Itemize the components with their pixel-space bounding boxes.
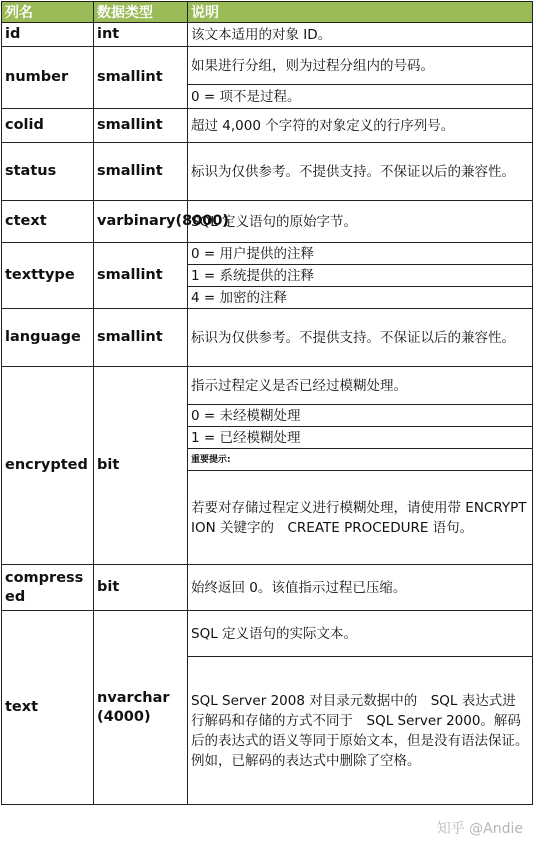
data-type: bit [94, 367, 188, 565]
table-row [2, 611, 533, 657]
description: SQL Server 2008 对目录元数据中的 SQL 表达式进行解码和存储的方式不同于 SQL Server 2000。解码后的表达式的语义等同于原始文本，但是没有语法保证。例如，已解码的表达式中删除了空格。 [188, 657, 533, 805]
data-type: smallint [94, 243, 188, 309]
watermark: 知乎 @Andie [436, 821, 523, 837]
description: 4 = 加密的注释 [188, 287, 533, 309]
table-row [2, 109, 533, 143]
column-name: texttype [2, 243, 94, 309]
header-column-name: 列名 [2, 2, 94, 23]
description: 标识为仅供参考。不提供支持。不保证以后的兼容性。 [188, 143, 533, 201]
description: 如果进行分组，则为过程分组内的号码。 [188, 47, 533, 85]
data-type: nvarchar(4000) [94, 611, 188, 805]
table-row [2, 143, 533, 201]
column-name: id [2, 23, 94, 47]
description: 超过 4,000 个字符的对象定义的行序列号。 [188, 109, 533, 143]
table-row [2, 565, 533, 611]
description: 标识为仅供参考。不提供支持。不保证以后的兼容性。 [188, 309, 533, 367]
column-name: compressed [2, 565, 94, 611]
description: 该文本适用的对象 ID。 [188, 23, 533, 47]
data-type: smallint [94, 309, 188, 367]
column-name: ctext [2, 201, 94, 243]
table-row [2, 47, 533, 85]
data-type: bit [94, 565, 188, 611]
data-type: int [94, 23, 188, 47]
table-row [2, 309, 533, 367]
description: 指示过程定义是否已经过模糊处理。 [188, 367, 533, 405]
header-row [2, 2, 533, 23]
description: 1 = 系统提供的注释 [188, 265, 533, 287]
table-row [2, 23, 533, 47]
description: 若要对存储过程定义进行模糊处理，请使用带 ENCRYPTION 关键字的 CREATE PROCEDURE 语句。 [188, 471, 533, 565]
column-name: colid [2, 109, 94, 143]
data-type: smallint [94, 109, 188, 143]
description: SQL 定义语句的原始字节。 [188, 201, 533, 243]
table-row [2, 367, 533, 405]
description: 0 = 用户提供的注释 [188, 243, 533, 265]
description: 0 = 未经模糊处理 [188, 405, 533, 427]
column-name: text [2, 611, 94, 805]
column-name: status [2, 143, 94, 201]
description: 1 = 已经模糊处理 [188, 427, 533, 449]
description: SQL 定义语句的实际文本。 [188, 611, 533, 657]
data-type: smallint [94, 47, 188, 109]
table-row [2, 201, 533, 243]
column-name: encrypted [2, 367, 94, 565]
important-note-label: 重要提示: [188, 449, 533, 471]
description: 始终返回 0。该值指示过程已压缩。 [188, 565, 533, 611]
header-data-type: 数据类型 [94, 2, 188, 23]
description: 0 = 项不是过程。 [188, 85, 533, 109]
data-type: smallint [94, 143, 188, 201]
column-name: language [2, 309, 94, 367]
column-table [1, 1, 533, 805]
header-description: 说明 [188, 2, 533, 23]
data-type: varbinary(8000) [94, 201, 188, 243]
column-name: number [2, 47, 94, 109]
table-row [2, 243, 533, 265]
